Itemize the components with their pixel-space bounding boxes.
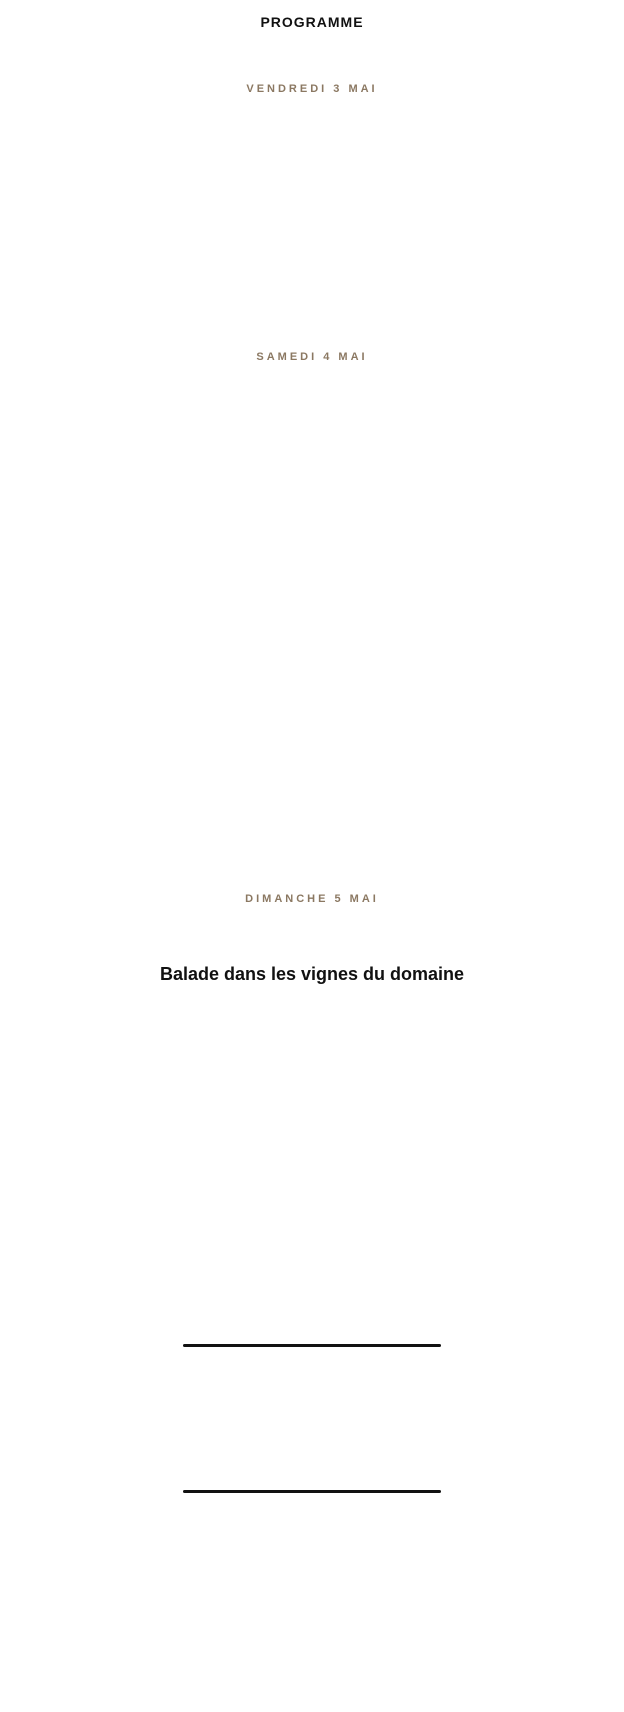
page-title: PROGRAMME: [260, 14, 364, 30]
walk-sunday: [0, 964, 624, 986]
day-heading-sunday: DIMANCHE 5 MAI: [245, 893, 379, 905]
day-heading-friday: VENDREDI 3 MAI: [246, 83, 378, 95]
event-name: Balade dans les vignes du domaine: [159, 964, 465, 984]
divider: [183, 1490, 441, 1493]
divider: [183, 1344, 441, 1347]
day-heading-saturday: SAMEDI 4 MAI: [256, 351, 368, 363]
